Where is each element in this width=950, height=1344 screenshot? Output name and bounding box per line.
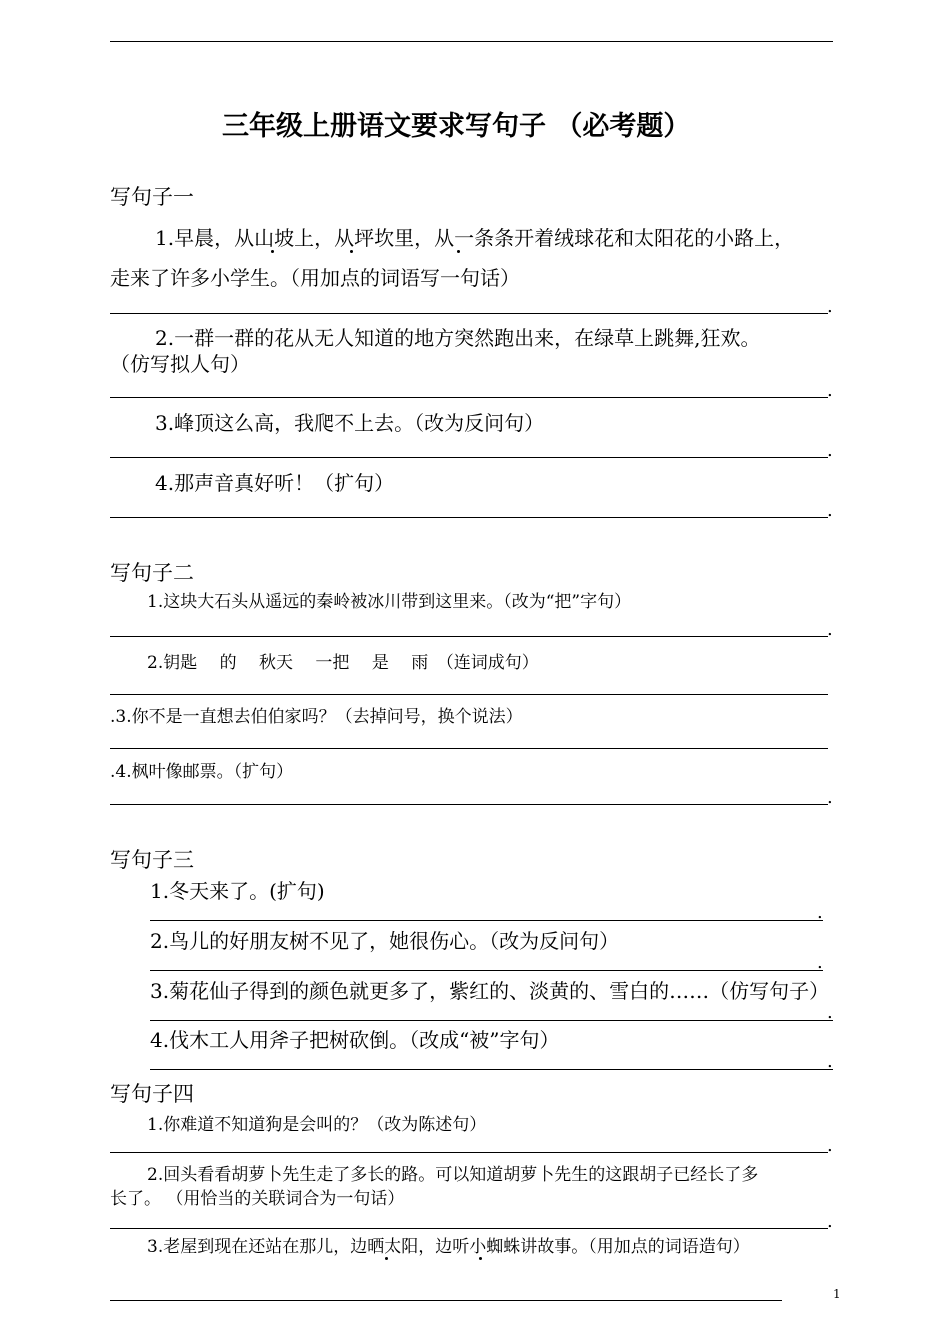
s3-q1: 1.冬天来了。(扩句) xyxy=(150,879,325,903)
answer-line xyxy=(110,1152,828,1153)
end-mark: . xyxy=(827,296,833,317)
answer-line xyxy=(110,748,828,749)
s2-q2: 2.钥匙 的 秋天 一把 是 雨 （连词成句） xyxy=(147,653,539,673)
s4-q2-line2: 长了。 （用恰当的关联词合为一句话） xyxy=(110,1189,405,1209)
answer-line xyxy=(110,313,828,314)
s3-q2: 2.鸟儿的好朋友树不见了，她很伤心。（改为反问句） xyxy=(150,929,620,953)
section-heading-2: 写句子二 xyxy=(110,561,194,585)
answer-line xyxy=(110,457,828,458)
emphasis-dot xyxy=(479,1257,482,1260)
end-mark: . xyxy=(827,500,833,521)
emphasis-dot xyxy=(350,250,353,253)
s1-q1-line1: 1.早晨，从山坡上，从坪坎里，从一条条开着绒球花和太阳花的小路上， xyxy=(155,226,795,250)
section-heading-1: 写句子一 xyxy=(110,185,194,209)
answer-line xyxy=(110,517,828,518)
header-rule xyxy=(110,41,833,42)
s3-q4: 4.伐木工人用斧子把树砍倒。（改成“被”字句） xyxy=(150,1028,560,1052)
answer-line xyxy=(150,970,823,971)
answer-line xyxy=(150,920,823,921)
end-mark: . xyxy=(827,1135,833,1156)
end-mark: . xyxy=(827,1002,833,1023)
s2-q3: .3.你不是一直想去伯伯家吗？（去掉问号，换个说法） xyxy=(110,707,523,727)
s4-q1: 1.你难道不知道狗是会叫的？（改为陈述句） xyxy=(147,1115,487,1135)
answer-line xyxy=(150,1020,833,1021)
answer-line xyxy=(110,1228,828,1229)
end-mark: . xyxy=(817,952,823,973)
answer-line xyxy=(110,636,828,637)
footer-rule xyxy=(110,1300,782,1301)
answer-line xyxy=(110,397,828,398)
page-number: 1 xyxy=(833,1287,841,1301)
s1-q2-line2: （仿写拟人句） xyxy=(110,352,250,376)
end-mark: . xyxy=(827,1051,833,1072)
answer-line xyxy=(150,1069,833,1070)
emphasis-dot xyxy=(385,1257,388,1260)
s1-q1-line2: 走来了许多小学生。（用加点的词语写一句话） xyxy=(110,266,520,290)
s1-q4: 4.那声音真好听！（扩句） xyxy=(155,471,395,495)
answer-line xyxy=(110,804,828,805)
end-mark: . xyxy=(827,787,833,808)
end-mark: . xyxy=(827,440,833,461)
s4-q3: 3.老屋到现在还站在那儿，边晒太阳，边听小蜘蛛讲故事。（用加点的词语造句） xyxy=(147,1237,750,1257)
s1-q3: 3.峰顶这么高，我爬不上去。（改为反问句） xyxy=(155,411,545,435)
end-mark: . xyxy=(827,619,833,640)
s4-q2-line1: 2.回头看看胡萝卜先生走了多长的路。可以知道胡萝卜先生的这跟胡子已经长了多 xyxy=(147,1165,759,1185)
end-mark: . xyxy=(817,902,823,923)
section-heading-4: 写句子四 xyxy=(110,1082,194,1106)
page-title: 三年级上册语文要求写句子 （必考题） xyxy=(222,111,691,142)
emphasis-dot xyxy=(457,250,460,253)
end-mark: . xyxy=(827,380,833,401)
section-heading-3: 写句子三 xyxy=(110,848,194,872)
s3-q3: 3.菊花仙子得到的颜色就更多了，紫红的、淡黄的、雪白的……（仿写句子） xyxy=(150,979,830,1003)
s2-q4: .4.枫叶像邮票。（扩句） xyxy=(110,762,294,782)
answer-line xyxy=(110,694,828,695)
end-mark: . xyxy=(827,1211,833,1232)
emphasis-dot xyxy=(271,250,274,253)
s2-q1: 1.这块大石头从遥远的秦岭被冰川带到这里来。（改为“把”字句） xyxy=(147,592,632,612)
s1-q2-line1: 2.一群一群的花从无人知道的地方突然跑出来，在绿草上跳舞,狂欢。 xyxy=(155,326,761,350)
